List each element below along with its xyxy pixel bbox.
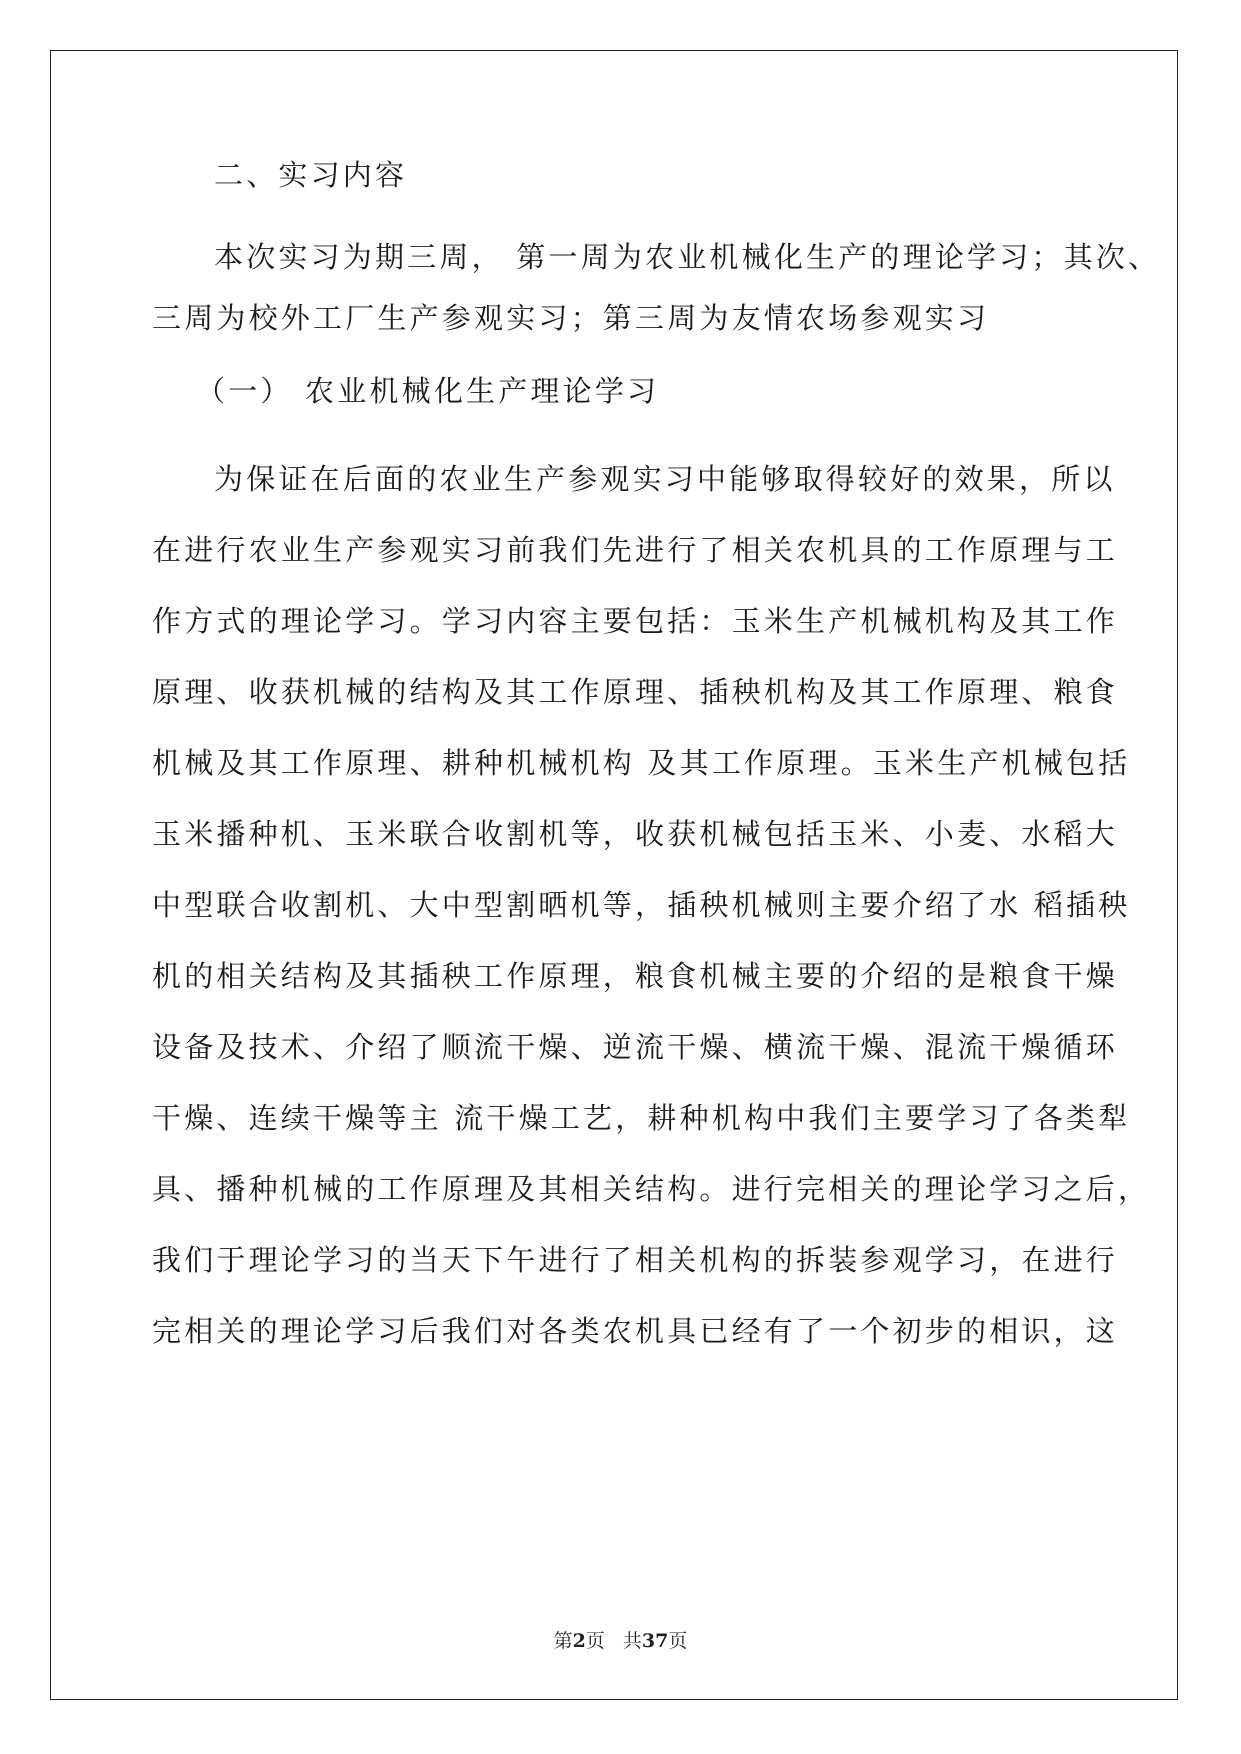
body-line-2: 在进行农业生产参观实习前我们先进行了相关农机具的工作原理与工 — [152, 533, 1119, 567]
subsection-heading: （一） 农业机械化生产理论学习 — [196, 374, 660, 408]
footer-total-pages: 37 — [641, 1630, 669, 1652]
body-line-8: 机的相关结构及其插秧工作原理，粮食机械主要的介绍的是粮食干燥 — [152, 959, 1119, 993]
body-line-7: 中型联合收割机、大中型割晒机等，插秧机械则主要介绍了水 稻插秧 — [152, 888, 1131, 922]
body-line-5: 机械及其工作原理、耕种机械机构 及其工作原理。玉米生产机械包括 — [152, 746, 1131, 780]
intro-line-1: 本次实习为期三周， 第一周为农业机械化生产的理论学习；其次、 — [214, 240, 1161, 274]
footer-total-unit: 页 — [668, 1630, 688, 1652]
section-heading: 二、实习内容 — [214, 158, 408, 192]
body-line-4: 原理、收获机械的结构及其工作原理、插秧机构及其工作原理、粮食 — [152, 675, 1119, 709]
footer-total-prefix: 共 — [622, 1630, 642, 1652]
footer-page-unit: 页 — [585, 1630, 605, 1652]
intro-line-2: 三周为校外工厂生产参观实习；第三周为友情农场参观实习 — [152, 301, 990, 335]
body-line-9: 设备及技术、介绍了顺流干燥、逆流干燥、横流干燥、混流干燥循环 — [152, 1030, 1119, 1064]
body-line-10: 干燥、连续干燥等主 流干燥工艺，耕种机构中我们主要学习了各类犁 — [152, 1101, 1131, 1135]
body-line-1: 为保证在后面的农业生产参观实习中能够取得较好的效果，所以 — [214, 462, 1116, 496]
body-line-11: 具、播种机械的工作原理及其相关结构。进行完相关的理论学习之后， — [152, 1172, 1151, 1206]
page-footer — [0, 1626, 1241, 1653]
body-line-3: 作方式的理论学习。学习内容主要包括：玉米生产机械机构及其工作 — [152, 604, 1119, 638]
body-line-13: 完相关的理论学习后我们对各类农机具已经有了一个初步的相识，这 — [152, 1314, 1119, 1348]
footer-prefix: 第 — [553, 1630, 573, 1652]
footer-page-number: 2 — [572, 1630, 586, 1652]
body-line-12: 我们于理论学习的当天下午进行了相关机构的拆装参观学习，在进行 — [152, 1243, 1119, 1277]
body-line-6: 玉米播种机、玉米联合收割机等，收获机械包括玉米、小麦、水稻大 — [152, 817, 1119, 851]
